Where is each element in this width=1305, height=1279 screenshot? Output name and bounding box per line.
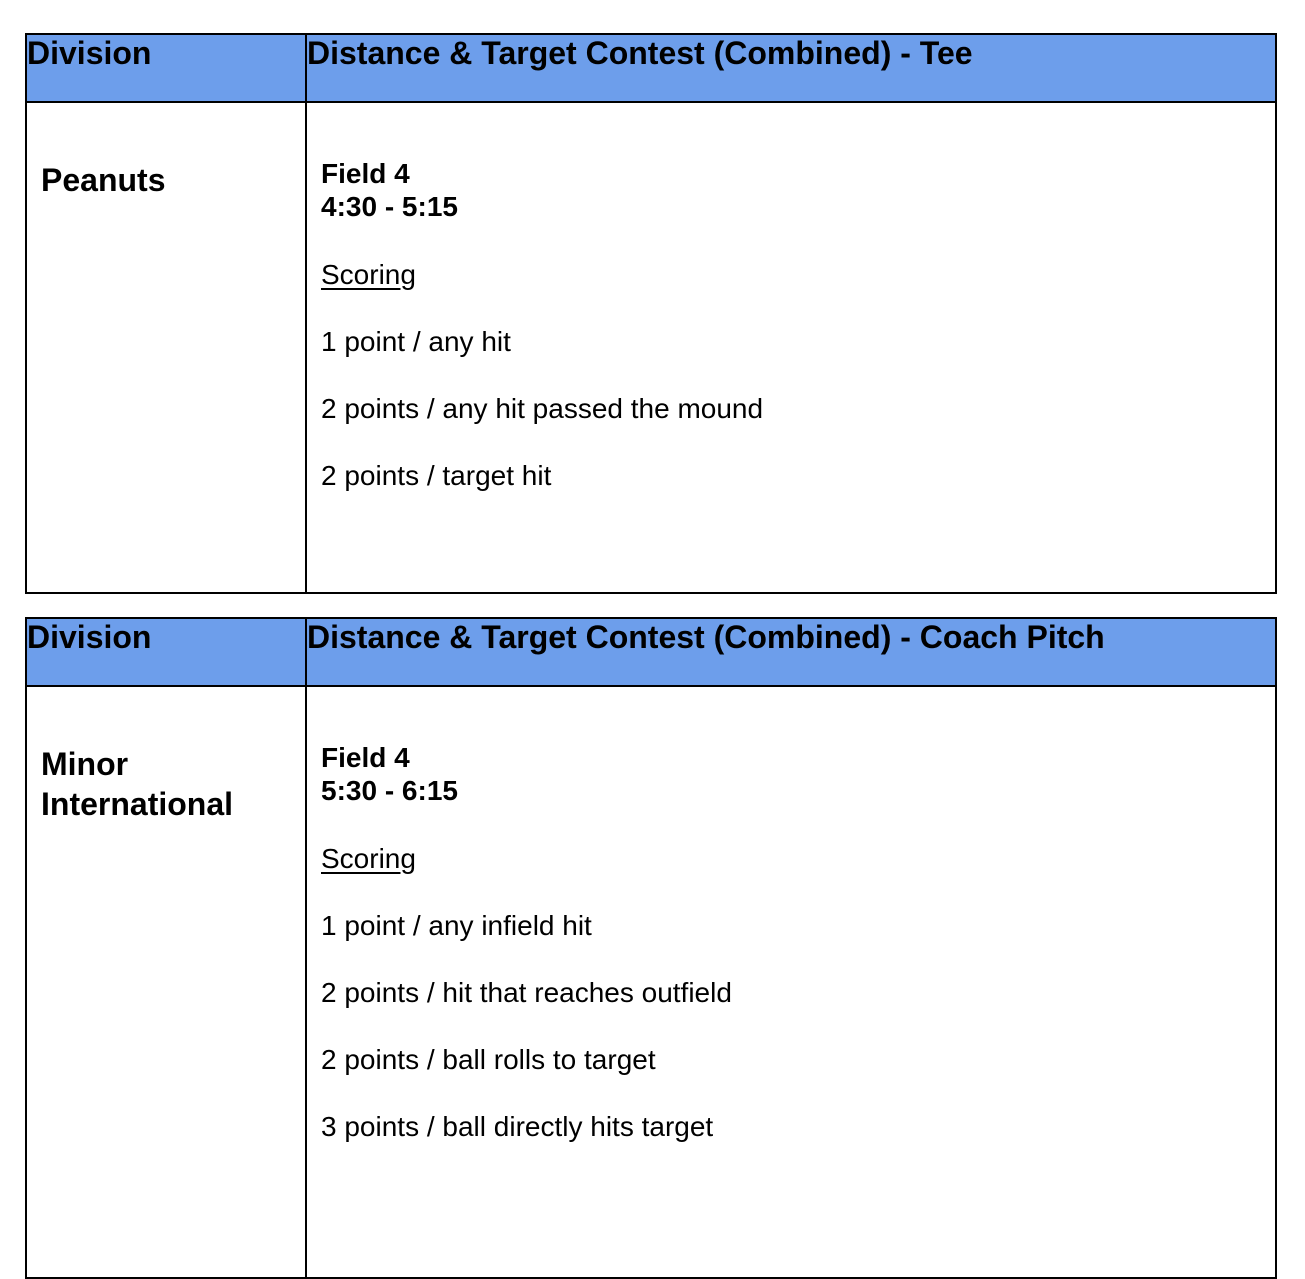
time-slot: 4:30 - 5:15: [321, 191, 458, 222]
scoring-rule: 2 points / target hit: [321, 460, 552, 491]
division-header: Division: [26, 34, 306, 102]
scoring-rule: 2 points / hit that reaches outfield: [321, 977, 732, 1008]
table-header-row: [26, 34, 1276, 102]
division-header: Division: [26, 618, 306, 686]
schedule-table-tee: [25, 33, 1277, 594]
field-label: Field 4: [321, 158, 410, 189]
scoring-rule: 1 point / any infield hit: [321, 910, 592, 941]
field-label: Field 4: [321, 742, 410, 773]
table-header-row: [26, 618, 1276, 686]
division-name: Minor International: [26, 686, 306, 1278]
scoring-heading: Scoring: [321, 259, 416, 290]
contest-details: [306, 102, 1276, 593]
contest-details: [306, 686, 1276, 1278]
scoring-rule: 3 points / ball directly hits target: [321, 1111, 714, 1142]
time-slot: 5:30 - 6:15: [321, 775, 458, 806]
table-row: [26, 102, 1276, 593]
table-row: [26, 686, 1276, 1278]
scoring-rule: 2 points / ball rolls to target: [321, 1044, 656, 1075]
scoring-rule: 2 points / any hit passed the mound: [321, 393, 764, 424]
scoring-heading: Scoring: [321, 843, 416, 874]
schedule-table-coach-pitch: [25, 617, 1277, 1279]
contest-header: Distance & Target Contest (Combined) - Coach Pitch: [306, 618, 1276, 686]
contest-header: Distance & Target Contest (Combined) - Tee: [306, 34, 1276, 102]
division-name: Peanuts: [26, 102, 306, 593]
scoring-rule: 1 point / any hit: [321, 326, 511, 357]
